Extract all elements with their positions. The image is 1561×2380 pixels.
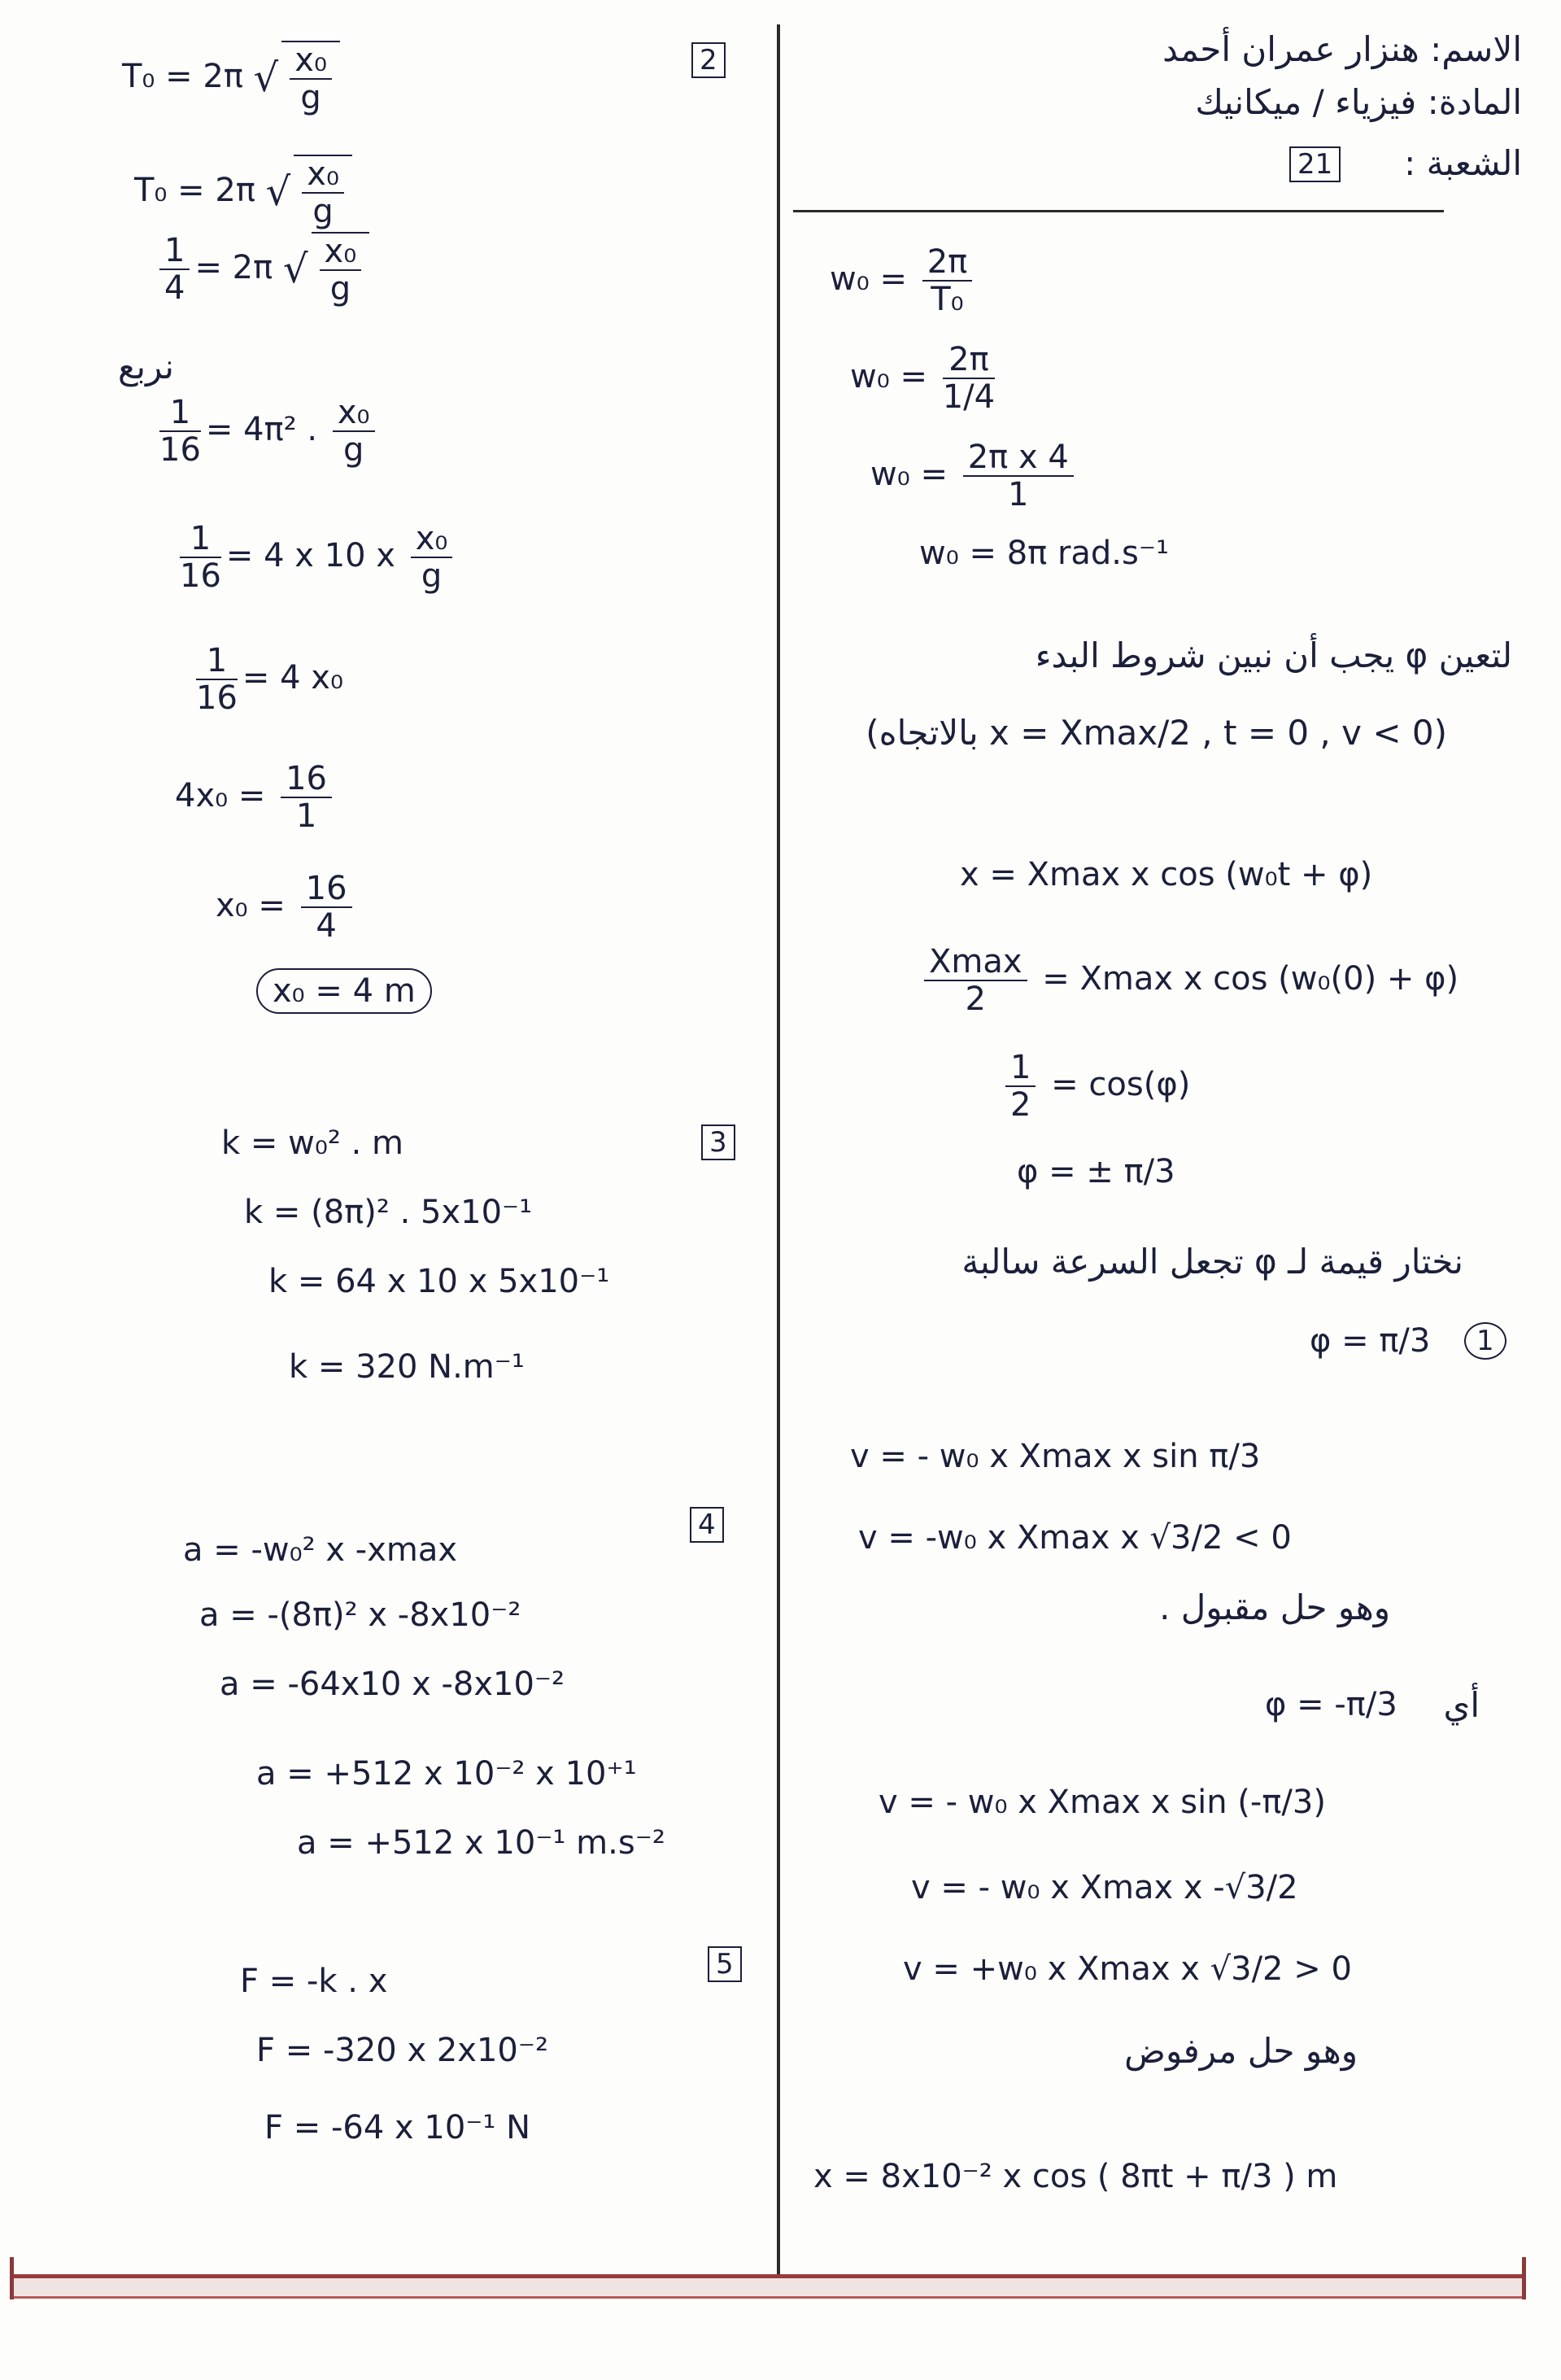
question-2-number: 2 xyxy=(691,42,726,78)
omega-line-1: w₀ = $\frac{2\pi}{\text{T₀}}$ xyxy=(830,244,977,317)
a-line-4: a = +512 x 10⁻² x 10⁺¹ xyxy=(256,1755,637,1793)
velocity-line-2: v = -w₀ x Xmax x √3/2 < 0 xyxy=(858,1519,1292,1557)
velocity-line-3: v = - w₀ x Xmax x sin (-π/3) xyxy=(879,1784,1326,1821)
period-formula-2: T₀ = 2π √ $\frac{\text{x₀}}{g}$ xyxy=(134,155,352,229)
rejected-note: وهو حل مرفوض xyxy=(1124,2031,1358,2071)
square-note: نربع xyxy=(118,347,174,386)
phi-values: φ = ± π/3 xyxy=(1017,1153,1175,1190)
omega-line-4: w₀ = 8π rad.s⁻¹ xyxy=(919,535,1169,572)
a-line-5: a = +512 x 10⁻¹ m.s⁻² xyxy=(297,1824,665,1862)
final-equation: x = 8x10⁻² x cos ( 8πt + π/3 ) m xyxy=(813,2158,1338,2195)
a-line-1: a = -w₀² x -xmax xyxy=(183,1531,458,1569)
student-name: الاسم: هنزار عمران أحمد xyxy=(1162,29,1522,69)
k-line-2: k = (8π)² . 5x10⁻¹ xyxy=(244,1194,533,1231)
initial-conditions: (x = Xmax/2 , t = 0 , v < 0 بالاتجاه) xyxy=(866,713,1447,753)
bottom-border xyxy=(11,2274,1524,2299)
a-line-3: a = -64x10 x -8x10⁻² xyxy=(220,1666,565,1703)
subject-line: المادة: فيزياء / ميكانيك xyxy=(1195,82,1522,122)
f-line-1: F = -k . x xyxy=(240,1963,388,2000)
phase-intro: لتعين φ يجب أن نبين شروط البدء xyxy=(1035,635,1512,675)
cos-phi: $\frac{1}{2}$ = cos(φ) xyxy=(1001,1050,1190,1123)
squared-equation: $\frac{1}{16}$ = 4π² . $\frac{\text{x₀}}{g}$ xyxy=(155,395,380,468)
accepted-note: وهو حل مقبول . xyxy=(1159,1587,1390,1627)
velocity-line-5: v = +w₀ x Xmax x √3/2 > 0 xyxy=(903,1950,1352,1988)
period-formula-1: T₀ = 2π √ $\frac{\text{x₀}}{g}$ xyxy=(122,41,340,116)
a-line-2: a = -(8π)² x -8x10⁻² xyxy=(199,1596,521,1634)
header-underline xyxy=(793,210,1444,212)
omega-line-2: w₀ = $\frac{2\pi}{1/4}$ xyxy=(850,341,996,416)
solve-step-2: x₀ = $\frac{16}{4}$ xyxy=(216,871,357,944)
phi-negative: φ = -π/3 xyxy=(1265,1686,1397,1723)
substituted-equation: $\frac{1}{16}$ = 4 x 10 x $\frac{\text{x₀}}{g}$ xyxy=(175,521,457,594)
f-line-2: F = -320 x 2x10⁻² xyxy=(256,2032,549,2069)
omega-line-3: w₀ = $\frac{\text{2π x 4}}{1}$ xyxy=(870,439,1079,513)
motion-equation: x = Xmax x cos (w₀t + φ) xyxy=(960,856,1373,893)
question-3-number: 3 xyxy=(701,1124,735,1160)
velocity-line-1: v = - w₀ x Xmax x sin π/3 xyxy=(850,1438,1261,1475)
result-x0: x₀ = 4 m xyxy=(256,968,432,1014)
simplified-equation: $\frac{1}{16}$ = 4 x₀ xyxy=(196,642,344,717)
ay-note: أي xyxy=(1443,1685,1480,1725)
solve-step-1: 4x₀ = $\frac{16}{1}$ xyxy=(175,761,337,834)
question-4-number: 4 xyxy=(690,1507,724,1543)
option-1-phi: φ = π/3 xyxy=(1310,1322,1431,1360)
motion-at-t0: $\frac{Xmax}{2}$ = Xmax x cos (w₀(0) + φ) xyxy=(919,944,1459,1017)
k-line-4: k = 320 N.m⁻¹ xyxy=(289,1348,525,1386)
period-substitution: $\frac{1}{4}$ = 2π √ $\frac{\text{x₀}}{g}$ xyxy=(155,232,369,307)
velocity-line-4: v = - w₀ x Xmax x -√3/2 xyxy=(911,1869,1298,1906)
option-1-marker: 1 xyxy=(1464,1322,1506,1360)
vertical-divider xyxy=(777,24,780,2274)
k-line-3: k = 64 x 10 x 5x10⁻¹ xyxy=(268,1263,610,1300)
f-line-3: F = -64 x 10⁻¹ N xyxy=(264,2109,531,2146)
class-number-box: 21 xyxy=(1289,146,1341,182)
choose-phi-note: نختار قيمة لـ φ تجعل السرعة سالبة xyxy=(961,1242,1463,1282)
k-line-1: k = w₀² . m xyxy=(221,1124,404,1162)
class-label: الشعبة : xyxy=(1404,143,1522,183)
question-5-number: 5 xyxy=(708,1946,742,1982)
